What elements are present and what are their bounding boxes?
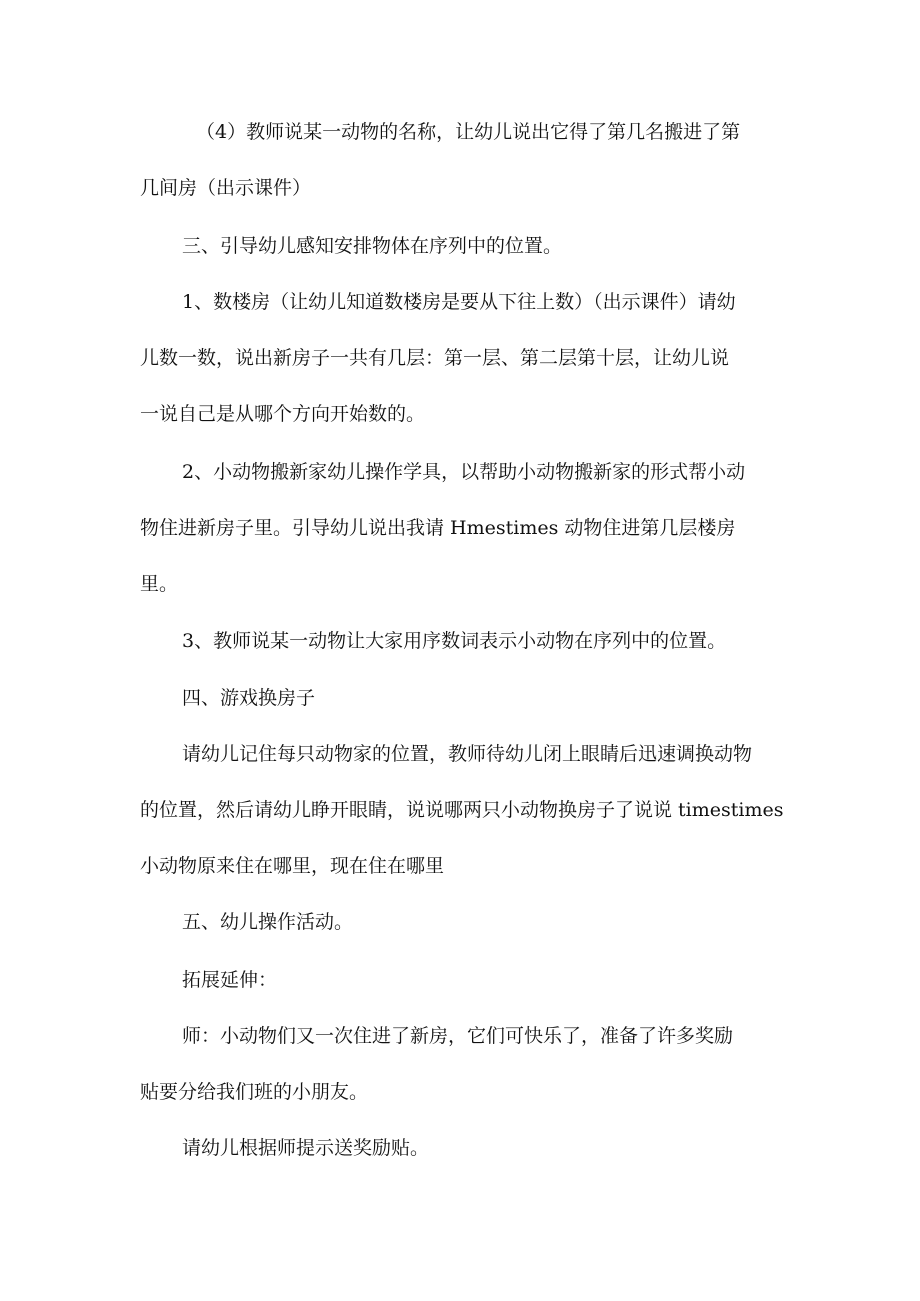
text-line: 请幼儿记住每只动物家的位置，教师待幼儿闭上眼睛后迅速调换动物 xyxy=(182,743,753,765)
text-line: 里。 xyxy=(140,573,179,595)
section-heading: 四、游戏换房子 xyxy=(182,687,316,709)
text-line: 贴要分给我们班的小朋友。 xyxy=(140,1081,369,1103)
text-line: 3、教师说某一动物让大家用序数词表示小动物在序列中的位置。 xyxy=(182,630,727,652)
text-line: 小动物原来住在哪里，现在住在哪里 xyxy=(140,855,445,877)
text-line: 物住进新房子里。引导幼儿说出我请 Hmestimes 动物住进第几层楼房 xyxy=(140,517,736,539)
text-line: 的位置，然后请幼儿睁开眼睛，说说哪两只小动物换房子了说说 timestimes xyxy=(140,799,784,821)
section-heading: 三、引导幼儿感知安排物体在序列中的位置。 xyxy=(182,235,563,257)
text-line: 请幼儿根据师提示送奖励贴。 xyxy=(182,1137,430,1159)
text-line: 儿数一数，说出新房子一共有几层：第一层、第二层第十层，让幼儿说 xyxy=(140,347,730,369)
text-line: 几间房（出示课件） xyxy=(140,177,312,199)
text-line: 拓展延伸： xyxy=(182,969,278,991)
text-line: 师：小动物们又一次住进了新房，它们可快乐了，准备了许多奖励 xyxy=(182,1025,734,1047)
text-line: （4）教师说某一动物的名称，让幼儿说出它得了第几名搬进了第 xyxy=(196,121,741,143)
text-line: 1、数楼房（让幼儿知道数楼房是要从下往上数）（出示课件）请幼 xyxy=(182,291,736,313)
text-line: 一说自己是从哪个方向开始数的。 xyxy=(140,403,426,425)
text-line: 2、小动物搬新家幼儿操作学具，以帮助小动物搬新家的形式帮小动 xyxy=(182,461,746,483)
section-heading: 五、幼儿操作活动。 xyxy=(182,911,354,933)
